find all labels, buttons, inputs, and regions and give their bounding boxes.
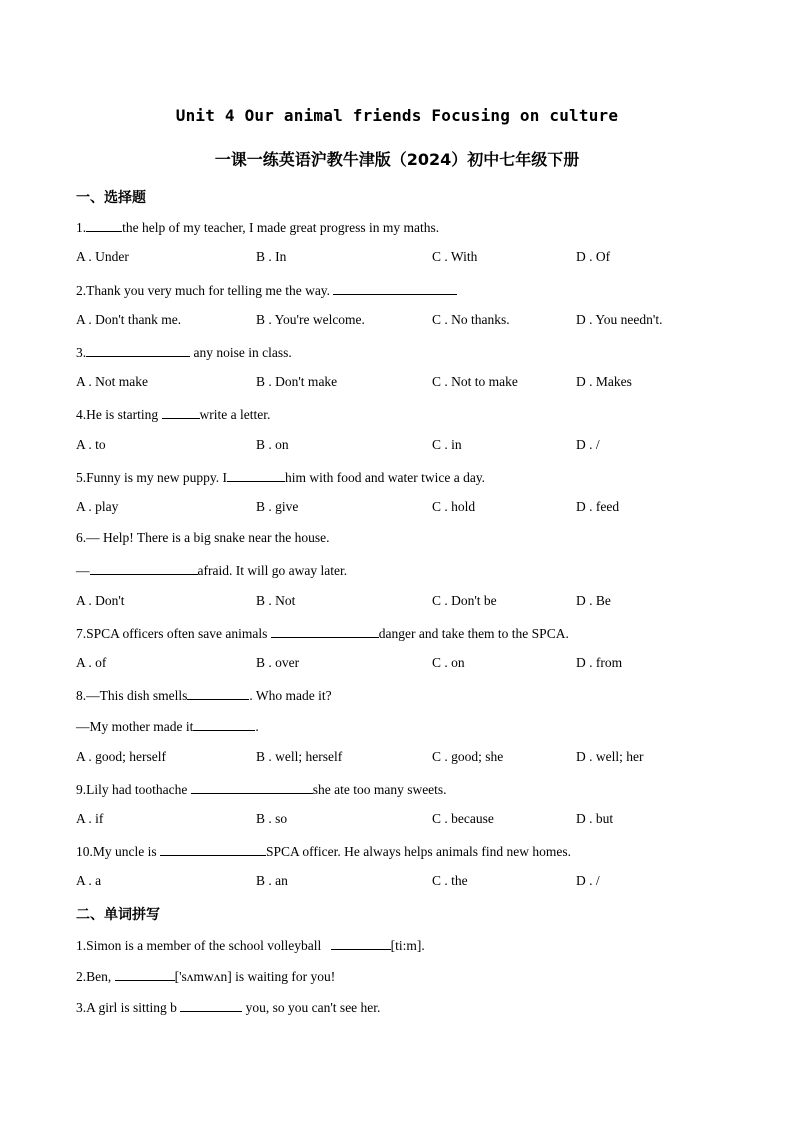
- question-6-response: — afraid. It will go away later.: [76, 563, 348, 578]
- option-a[interactable]: A . of: [76, 655, 107, 670]
- option-a[interactable]: A . Don't thank me.: [76, 312, 182, 327]
- option-d[interactable]: D . Makes: [576, 374, 632, 389]
- question-9: 9.Lily had toothache she ate too many sweets.: [76, 782, 447, 797]
- option-c[interactable]: C . in: [432, 437, 462, 452]
- question-8-response: —My mother made it .: [76, 719, 259, 734]
- option-d[interactable]: D . well; her: [576, 749, 644, 764]
- question-3: 3. any noise in class.: [76, 345, 292, 360]
- option-a[interactable]: A . Under: [76, 249, 129, 264]
- document-subtitle: 一课一练英语沪教牛津版（2024）初中七年级下册: [214, 150, 580, 169]
- spelling-2: 2.Ben, ['sʌmwʌn] is waiting for you!: [76, 969, 336, 984]
- question-7: 7.SPCA officers often save animals danger and take them to the SPCA.: [76, 626, 569, 641]
- option-b[interactable]: B . Not: [256, 593, 296, 608]
- spelling-3: 3.A girl is sitting b you, so you can't see her.: [76, 1000, 381, 1015]
- option-b[interactable]: B . give: [256, 499, 299, 514]
- section-heading-spelling: 二、单词拼写: [76, 907, 160, 923]
- option-c[interactable]: C . on: [432, 655, 465, 670]
- question-1: 1. the help of my teacher, I made great progress in my maths.: [76, 220, 440, 235]
- option-c[interactable]: C . Don't be: [432, 593, 497, 608]
- option-b[interactable]: B . well; herself: [256, 749, 343, 764]
- option-d[interactable]: D . Be: [576, 593, 611, 608]
- option-a[interactable]: A . play: [76, 499, 119, 514]
- option-d[interactable]: D . but: [576, 811, 614, 826]
- question-2: 2.Thank you very much for telling me the way.: [76, 281, 457, 299]
- option-a[interactable]: A . to: [76, 437, 106, 452]
- option-c[interactable]: C . No thanks.: [432, 312, 510, 327]
- document-title: Unit 4 Our animal friends Focusing on culture: [175, 106, 619, 125]
- option-c[interactable]: C . the: [432, 873, 468, 888]
- option-d[interactable]: D . from: [576, 655, 623, 670]
- spelling-1: 1.Simon is a member of the school volleyball [ti:m].: [76, 938, 425, 953]
- option-c[interactable]: C . hold: [432, 499, 476, 514]
- question-6: 6.— Help! There is a big snake near the house.: [76, 530, 330, 545]
- section-heading-choice: 一、选择题: [76, 190, 146, 206]
- option-b[interactable]: B . over: [256, 655, 300, 670]
- question-5: 5.Funny is my new puppy. I him with food and water twice a day.: [76, 470, 486, 485]
- question-10: 10.My uncle is SPCA officer. He always helps animals find new homes.: [76, 844, 571, 859]
- option-c[interactable]: C . Not to make: [432, 374, 518, 389]
- option-b[interactable]: B . an: [256, 873, 288, 888]
- option-d[interactable]: D . You needn't.: [576, 312, 663, 327]
- option-a[interactable]: A . a: [76, 873, 102, 888]
- option-b[interactable]: B . Don't make: [256, 374, 338, 389]
- option-b[interactable]: B . so: [256, 811, 288, 826]
- question-8: 8.—This dish smells . Who made it?: [76, 688, 332, 703]
- option-a[interactable]: A . Not make: [76, 374, 148, 389]
- option-b[interactable]: B . In: [256, 249, 287, 264]
- option-c[interactable]: C . good; she: [432, 749, 504, 764]
- option-c[interactable]: C . because: [432, 811, 494, 826]
- option-b[interactable]: B . on: [256, 437, 289, 452]
- option-d[interactable]: D . feed: [576, 499, 620, 514]
- option-a[interactable]: A . Don't: [76, 593, 125, 608]
- option-c[interactable]: C . With: [432, 249, 478, 264]
- option-a[interactable]: A . good; herself: [76, 749, 166, 764]
- option-d[interactable]: D . /: [576, 873, 600, 888]
- option-b[interactable]: B . You're welcome.: [256, 312, 365, 327]
- question-4: 4.He is starting write a letter.: [76, 407, 271, 422]
- option-a[interactable]: A . if: [76, 811, 104, 826]
- option-d[interactable]: D . Of: [576, 249, 611, 264]
- option-d[interactable]: D . /: [576, 437, 600, 452]
